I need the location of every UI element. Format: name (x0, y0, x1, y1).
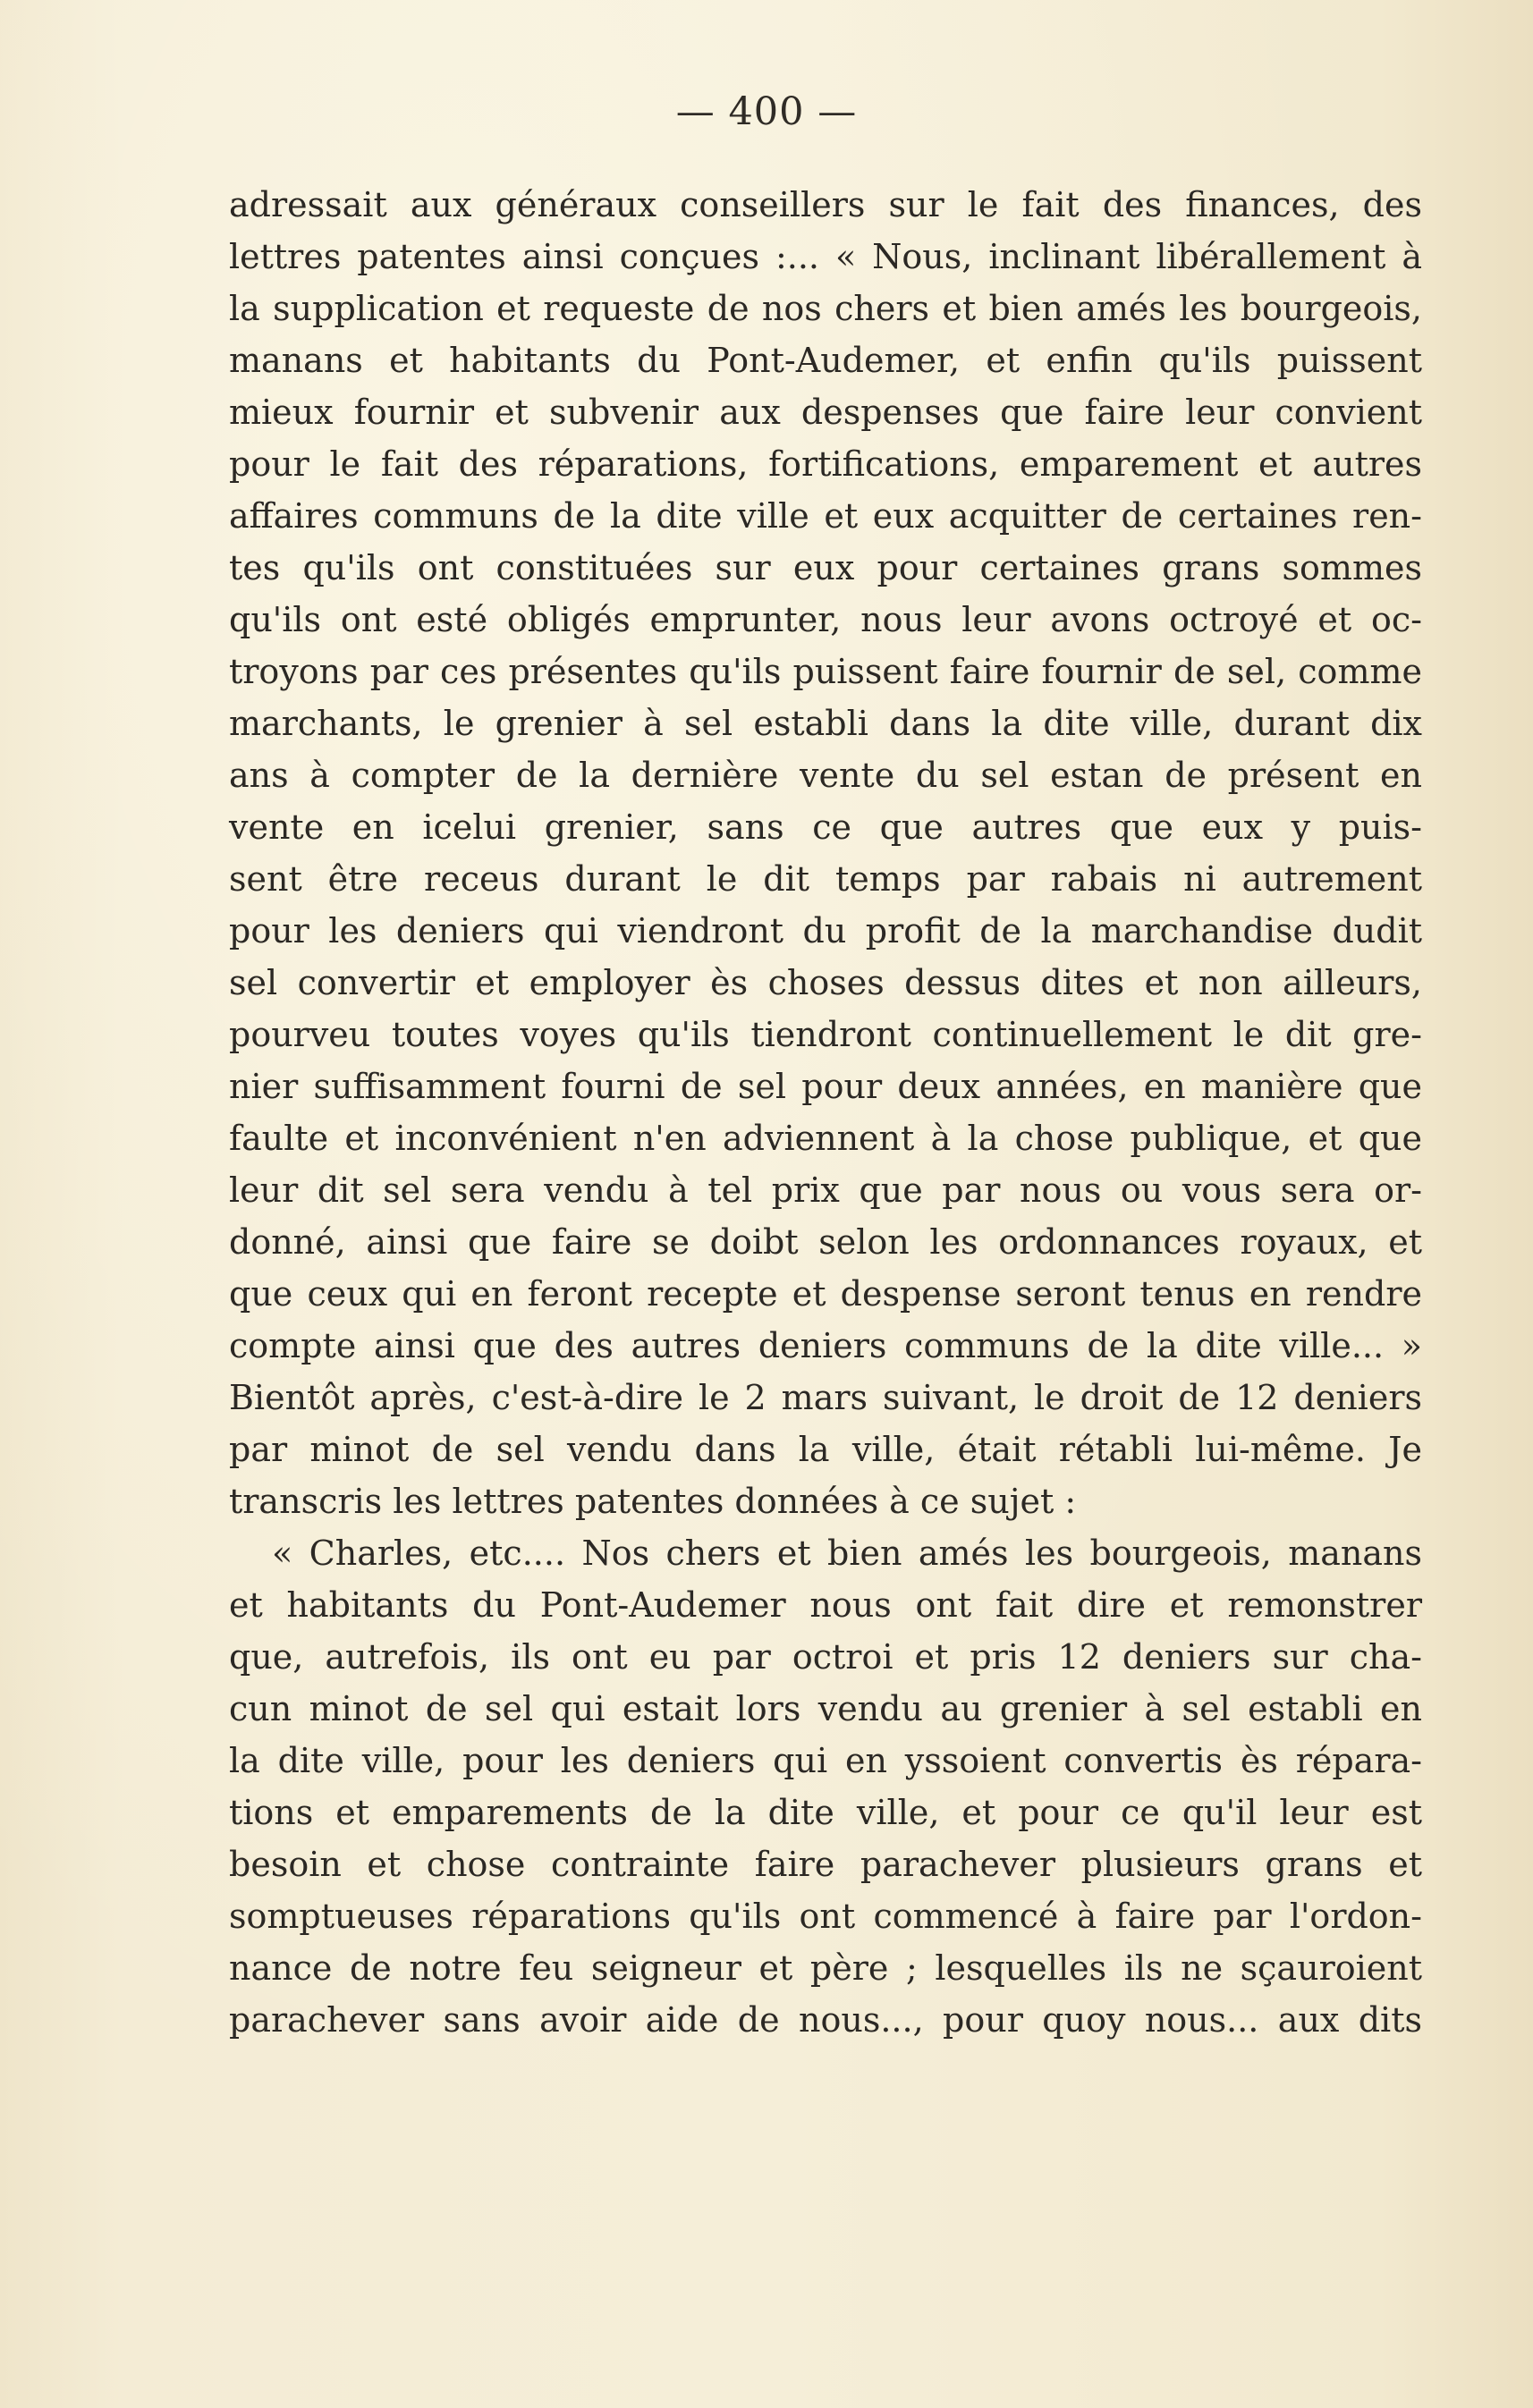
text-line: vente en icelui grenier, sans ce que autres que eux y puis- (229, 807, 1422, 847)
text-line: nance de notre feu seigneur et père ; lesquelles ils ne sçauroient (229, 1948, 1422, 1988)
text-line: lettres patentes ainsi conçues :... « Nous, inclinant libérallement à (229, 237, 1422, 276)
text-line: la supplication et requeste de nos chers et bien amés les bourgeois, (229, 289, 1422, 328)
text-line: que ceux qui en feront recepte et despense seront tenus en rendre (229, 1274, 1422, 1314)
text-line: ans à compter de la dernière vente du sel estan de présent en (229, 756, 1422, 795)
text-line: cun minot de sel qui estait lors vendu au grenier à sel establi en (229, 1689, 1422, 1728)
text-line: tions et emparements de la dite ville, et pour ce qu'il leur est (229, 1793, 1422, 1832)
text-line: la dite ville, pour les deniers qui en yssoient convertis ès répara- (229, 1741, 1422, 1780)
text-line: « Charles, etc.... Nos chers et bien amés les bourgeois, manans (272, 1534, 1422, 1573)
text-line: mieux fournir et subvenir aux despenses que faire leur convient (229, 393, 1422, 432)
text-line: pour le fait des réparations, fortifications, emparement et autres (229, 444, 1422, 484)
text-line: affaires communs de la dite ville et eux acquitter de certaines ren- (229, 496, 1422, 536)
text-line: pourveu toutes voyes qu'ils tiendront continuellement le dit gre- (229, 1015, 1422, 1054)
text-line: compte ainsi que des autres deniers communs de la dite ville... » (229, 1326, 1422, 1365)
text-line: par minot de sel vendu dans la ville, était rétabli lui-même. Je (229, 1430, 1422, 1469)
text-line: donné, ainsi que faire se doibt selon les ordonnances royaux, et (229, 1222, 1422, 1262)
text-line: pour les deniers qui viendront du profit de la marchandise dudit (229, 911, 1422, 951)
text-line: tes qu'ils ont constituées sur eux pour certaines grans sommes (229, 548, 1422, 587)
text-line: nier suffisamment fourni de sel pour deux années, en manière que (229, 1067, 1422, 1106)
text-line: sent être receus durant le dit temps par rabais ni autrement (229, 859, 1422, 899)
text-line: marchants, le grenier à sel establi dans la dite ville, durant dix (229, 704, 1422, 743)
text-line: qu'ils ont esté obligés emprunter, nous leur avons octroyé et oc- (229, 600, 1422, 639)
text-line: troyons par ces présentes qu'ils puissent faire fournir de sel, comme (229, 652, 1422, 691)
text-line: que, autrefois, ils ont eu par octroi et pris 12 deniers sur cha- (229, 1637, 1422, 1677)
text-line: sel convertir et employer ès choses dessus dites et non ailleurs, (229, 963, 1422, 1002)
text-line: et habitants du Pont-Audemer nous ont fait dire et remonstrer (229, 1585, 1422, 1625)
text-line: manans et habitants du Pont-Audemer, et enfin qu'ils puissent (229, 341, 1422, 380)
text-line: Bientôt après, c'est-à-dire le 2 mars suivant, le droit de 12 deniers (229, 1378, 1422, 1417)
page-number: — 400 — (675, 89, 858, 134)
text-line: faulte et inconvénient n'en adviennent à la chose publique, et que (229, 1119, 1422, 1158)
text-line: parachever sans avoir aide de nous..., pour quoy nous... aux dits (229, 2000, 1422, 2040)
text-line: somptueuses réparations qu'ils ont commencé à faire par l'ordon- (229, 1897, 1422, 1936)
text-line: adressait aux généraux conseillers sur le fait des finances, des (229, 185, 1422, 224)
text-line: besoin et chose contrainte faire parachever plusieurs grans et (229, 1845, 1422, 1884)
text-line: leur dit sel sera vendu à tel prix que par nous ou vous sera or- (229, 1170, 1422, 1210)
text-line: transcris les lettres patentes données à ce sujet : (229, 1482, 1077, 1521)
body-text (229, 179, 1422, 2046)
